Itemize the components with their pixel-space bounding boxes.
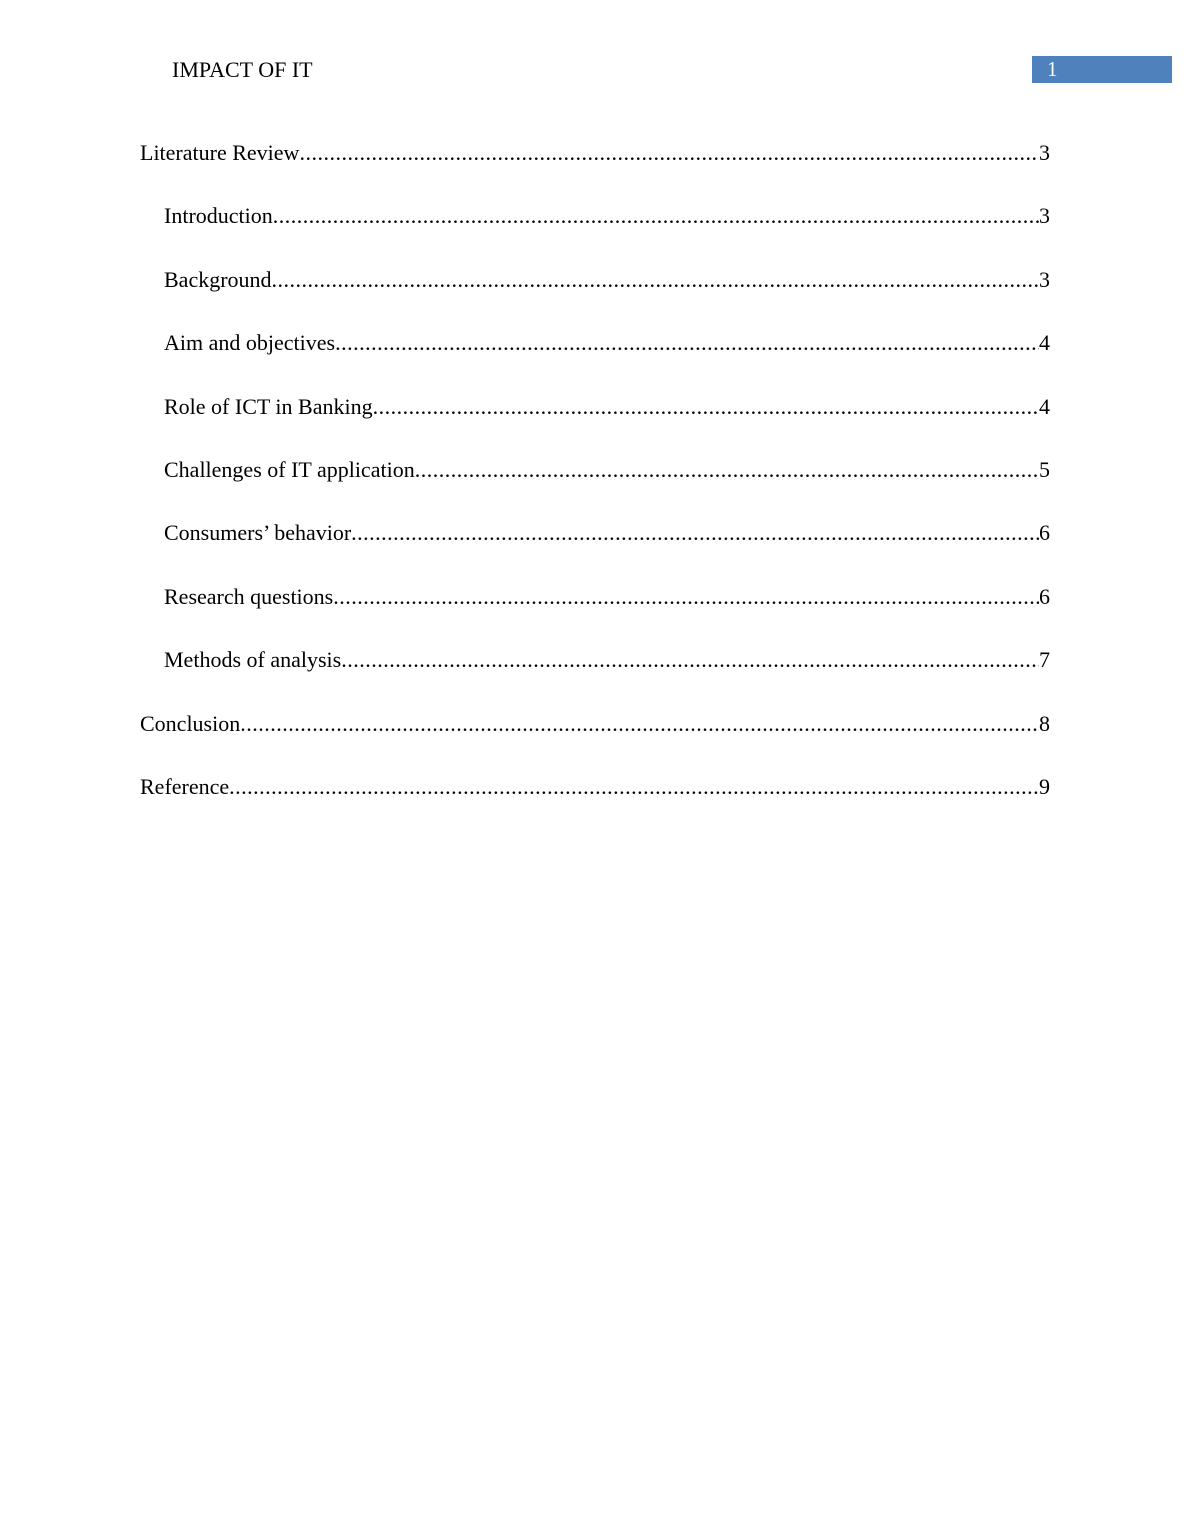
toc-dot-leader bbox=[351, 519, 1039, 547]
toc-entry-introduction[interactable] bbox=[140, 202, 1050, 265]
table-of-contents bbox=[140, 139, 1050, 836]
toc-dot-leader bbox=[415, 456, 1039, 484]
toc-dot-leader bbox=[341, 646, 1039, 674]
toc-dot-leader bbox=[229, 773, 1039, 801]
toc-entry-title: Reference bbox=[140, 773, 230, 799]
toc-entry-page: 4 bbox=[1039, 330, 1050, 356]
toc-entry-page: 3 bbox=[1039, 140, 1050, 165]
toc-entry-page: 3 bbox=[1039, 266, 1050, 292]
toc-entry-reference[interactable] bbox=[140, 773, 1050, 836]
toc-entry-conclusion[interactable] bbox=[140, 710, 1050, 773]
toc-entry-role-of-ict[interactable] bbox=[140, 393, 1050, 456]
toc-entry-title: Consumers’ behavior bbox=[164, 520, 352, 546]
toc-entry-title: Introduction bbox=[164, 203, 273, 229]
toc-entry-title: Background bbox=[164, 266, 272, 292]
running-head: IMPACT OF IT bbox=[172, 57, 313, 82]
toc-entry-page: 6 bbox=[1039, 583, 1050, 609]
toc-dot-leader bbox=[335, 329, 1039, 357]
toc-entry-title: Challenges of IT application bbox=[164, 456, 415, 482]
toc-entry-aim-and-objectives[interactable] bbox=[140, 329, 1050, 392]
toc-entry-title: Literature Review bbox=[140, 140, 300, 165]
page-number: 1 bbox=[1032, 56, 1172, 83]
toc-entry-methods-of-analysis[interactable] bbox=[140, 646, 1050, 709]
toc-entry-page: 6 bbox=[1039, 520, 1050, 546]
toc-entry-title: Role of ICT in Banking bbox=[164, 393, 373, 419]
toc-entry-page: 8 bbox=[1039, 710, 1050, 736]
toc-entry-page: 9 bbox=[1039, 773, 1050, 799]
toc-dot-leader bbox=[299, 139, 1039, 167]
toc-dot-leader bbox=[373, 393, 1039, 421]
toc-entry-page: 7 bbox=[1039, 647, 1050, 673]
toc-entry-research-questions[interactable] bbox=[140, 583, 1050, 646]
toc-entry-page: 4 bbox=[1039, 393, 1050, 419]
toc-entry-title: Research questions bbox=[164, 583, 334, 609]
toc-entry-literature-review[interactable] bbox=[140, 139, 1050, 202]
toc-entry-title: Aim and objectives bbox=[164, 330, 336, 356]
toc-dot-leader bbox=[240, 710, 1039, 738]
toc-dot-leader bbox=[333, 583, 1039, 611]
toc-entry-page: 3 bbox=[1039, 203, 1050, 229]
toc-dot-leader bbox=[272, 266, 1039, 294]
toc-entry-title: Methods of analysis bbox=[164, 647, 342, 673]
toc-entry-page: 5 bbox=[1039, 456, 1050, 482]
toc-entry-consumers-behavior[interactable] bbox=[140, 519, 1050, 582]
toc-entry-challenges[interactable] bbox=[140, 456, 1050, 519]
toc-dot-leader bbox=[273, 202, 1039, 230]
toc-entry-title: Conclusion bbox=[140, 710, 241, 736]
toc-entry-background[interactable] bbox=[140, 266, 1050, 329]
